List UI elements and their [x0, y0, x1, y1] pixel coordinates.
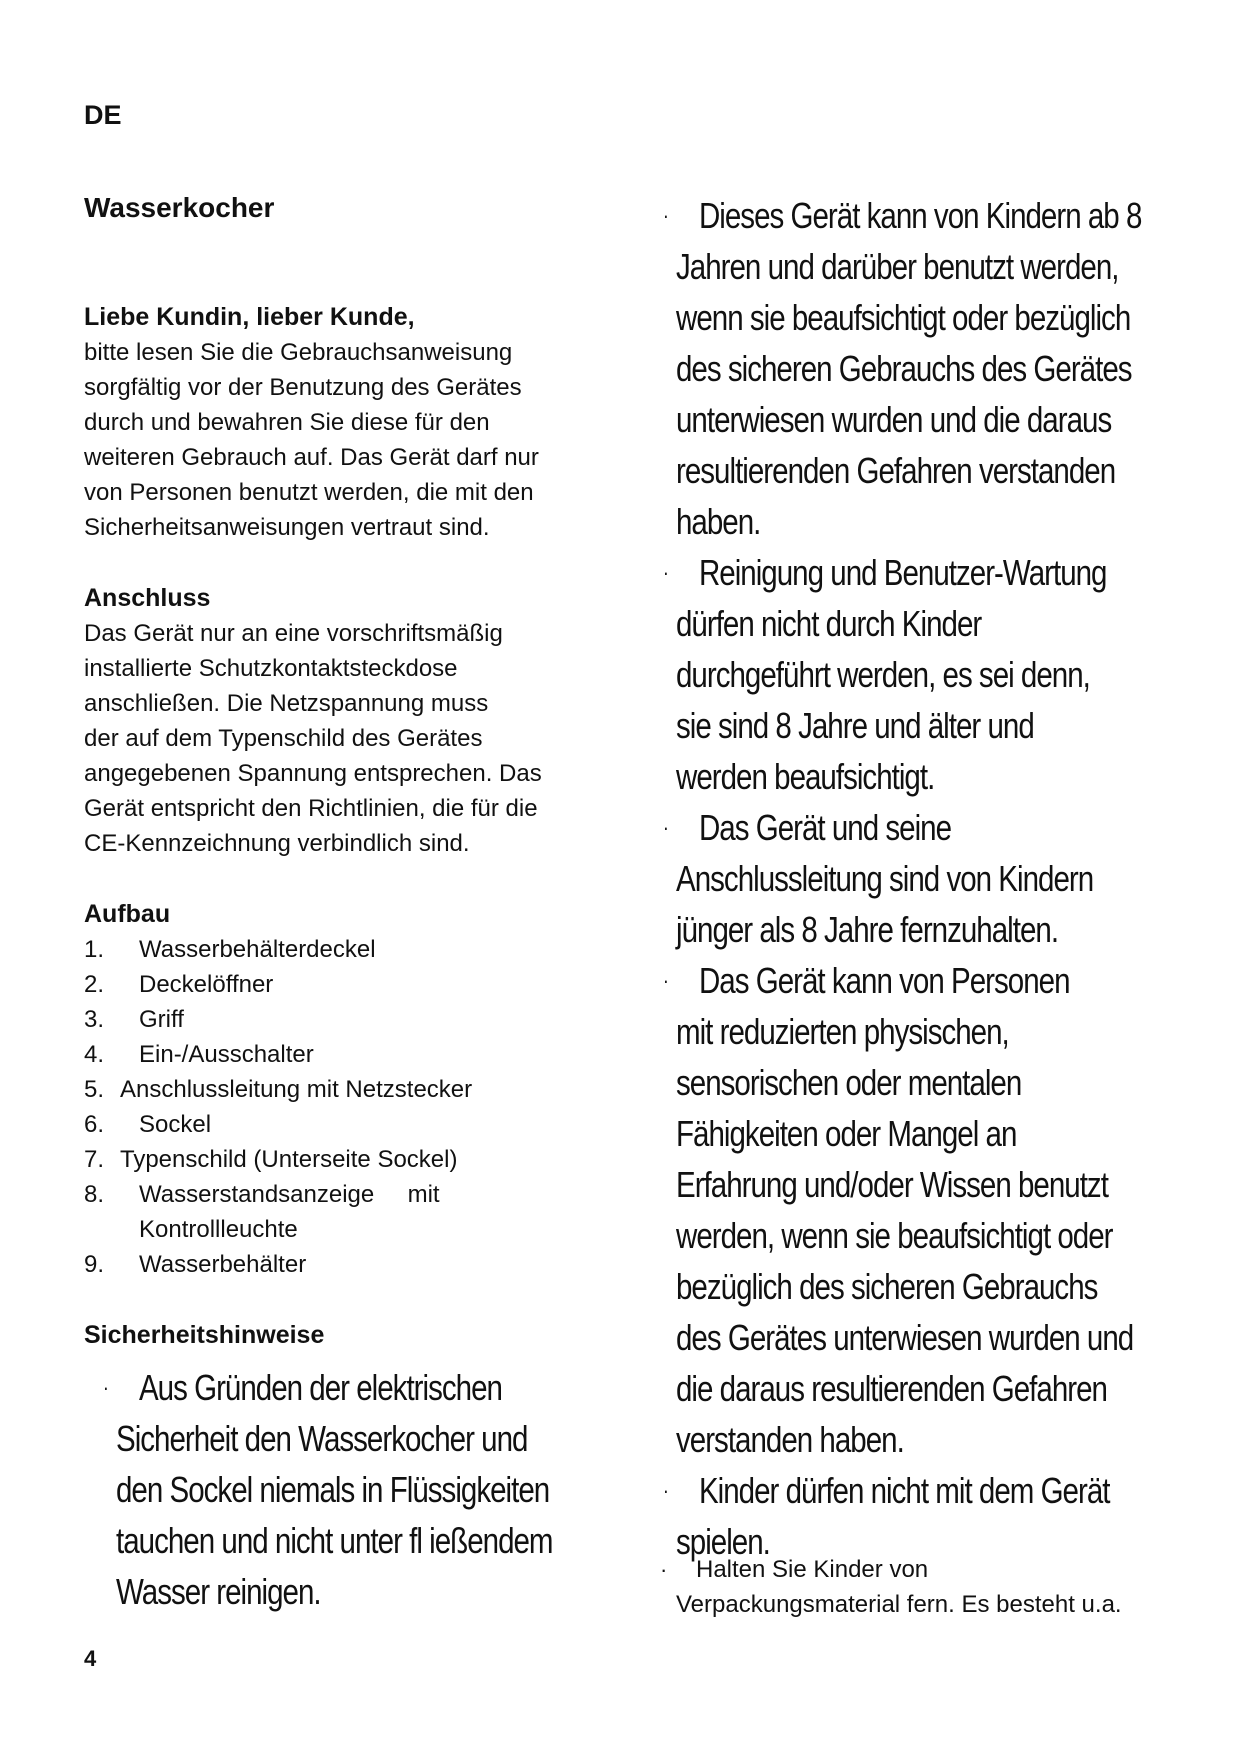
list-item-continuation: Kontrollleuchte: [139, 1216, 298, 1243]
safety-bullet: · Reinigung und Benutzer-Wartung dürfen nicht durch Kinder durchgeführt werden, es sei denn, sie sind 8 Jahre und älter und werden beaufsichtigt.: [662, 552, 1107, 797]
list-item: 6. Sockel: [84, 1111, 212, 1138]
intro-line: sorgfältig vor der Benutzung des Gerätes: [84, 374, 522, 401]
anschluss-line: CE-Kennzeichnung verbindlich sind.: [84, 830, 470, 857]
list-item: 1. Wasserbehälterdeckel: [84, 936, 376, 963]
anschluss-line: Gerät entspricht den Richtlinien, die für die: [84, 795, 538, 822]
safety-bullet: · Kinder dürfen nicht mit dem Gerät spielen.: [662, 1470, 1110, 1562]
right-column: [662, 190, 1241, 1567]
intro-line: Sicherheitsanweisungen vertraut sind.: [84, 514, 490, 541]
safety-bullet: · Das Gerät kann von Personen mit reduzierten physischen, sensorischen oder mentalen Fähigkeiten oder Mangel an Erfahrung und/oder Wissen benutzt werden, wenn sie beaufsichtigt oder bezüglich des sicheren Gebrauchs des Gerätes unterwiesen wurden und die daraus resultierenden Gefahren verstanden haben.: [662, 960, 1134, 1460]
page-title: Wasserkocher: [84, 192, 275, 223]
left-column: [84, 300, 604, 1353]
language-code: DE: [84, 100, 122, 130]
list-item: 9. Wasserbehälter: [84, 1251, 307, 1278]
list-item: 8. Wasserstandsanzeige mit: [84, 1181, 440, 1208]
safety-bullet: · Dieses Gerät kann von Kindern ab 8 Jahren und darüber benutzt werden, wenn sie beaufsichtigt oder bezüglich des sicheren Gebrauchs des Gerätes unterwiesen wurden und die daraus resultierenden Gefahren verstanden haben.: [662, 195, 1142, 542]
sicherheit-heading: Sicherheitshinweise: [84, 1321, 325, 1349]
anschluss-line: Das Gerät nur an eine vorschriftsmäßig: [84, 620, 503, 647]
list-item: 5. Anschlussleitung mit Netzstecker: [84, 1076, 473, 1103]
intro-line: durch und bewahren Sie diese für den: [84, 409, 490, 436]
aufbau-heading: Aufbau: [84, 900, 171, 928]
list-item: 2. Deckelöffner: [84, 971, 274, 998]
safety-bullet: · Aus Gründen der elektrischen Sicherheit den Wasserkocher und den Sockel niemals in Flüssigkeiten tauchen und nicht unter fl ießendem Wasser reinigen.: [102, 1367, 553, 1612]
list-item: 3. Griff: [84, 1006, 184, 1033]
small-safety-bullet: [660, 1552, 1196, 1622]
safety-bullet: · Das Gerät und seine Anschlussleitung sind von Kindern jünger als 8 Jahre fernzuhalten.: [662, 807, 1094, 950]
anschluss-line: der auf dem Typenschild des Gerätes: [84, 725, 483, 752]
greeting: Liebe Kundin, lieber Kunde,: [84, 303, 415, 331]
intro-line: bitte lesen Sie die Gebrauchsanweisung: [84, 339, 513, 366]
anschluss-line: angegebenen Spannung entsprechen. Das: [84, 760, 542, 787]
anschluss-line: anschließen. Die Netzspannung muss: [84, 690, 489, 717]
left-safety-bullet: [102, 1362, 641, 1617]
intro-line: weiteren Gebrauch auf. Das Gerät darf nur: [84, 444, 539, 471]
anschluss-heading: Anschluss: [84, 584, 211, 612]
aufbau-list: [84, 932, 604, 1282]
intro-line: von Personen benutzt werden, die mit den: [84, 479, 534, 506]
anschluss-line: installierte Schutzkontaktsteckdose: [84, 655, 458, 682]
safety-bullet: · Halten Sie Kinder von Verpackungsmaterial fern. Es besteht u.a.: [660, 1556, 1122, 1618]
list-item: 4. Ein-/Ausschalter: [84, 1041, 314, 1068]
page-number: 4: [84, 1646, 97, 1671]
list-item: 7. Typenschild (Unterseite Sockel): [84, 1146, 458, 1173]
